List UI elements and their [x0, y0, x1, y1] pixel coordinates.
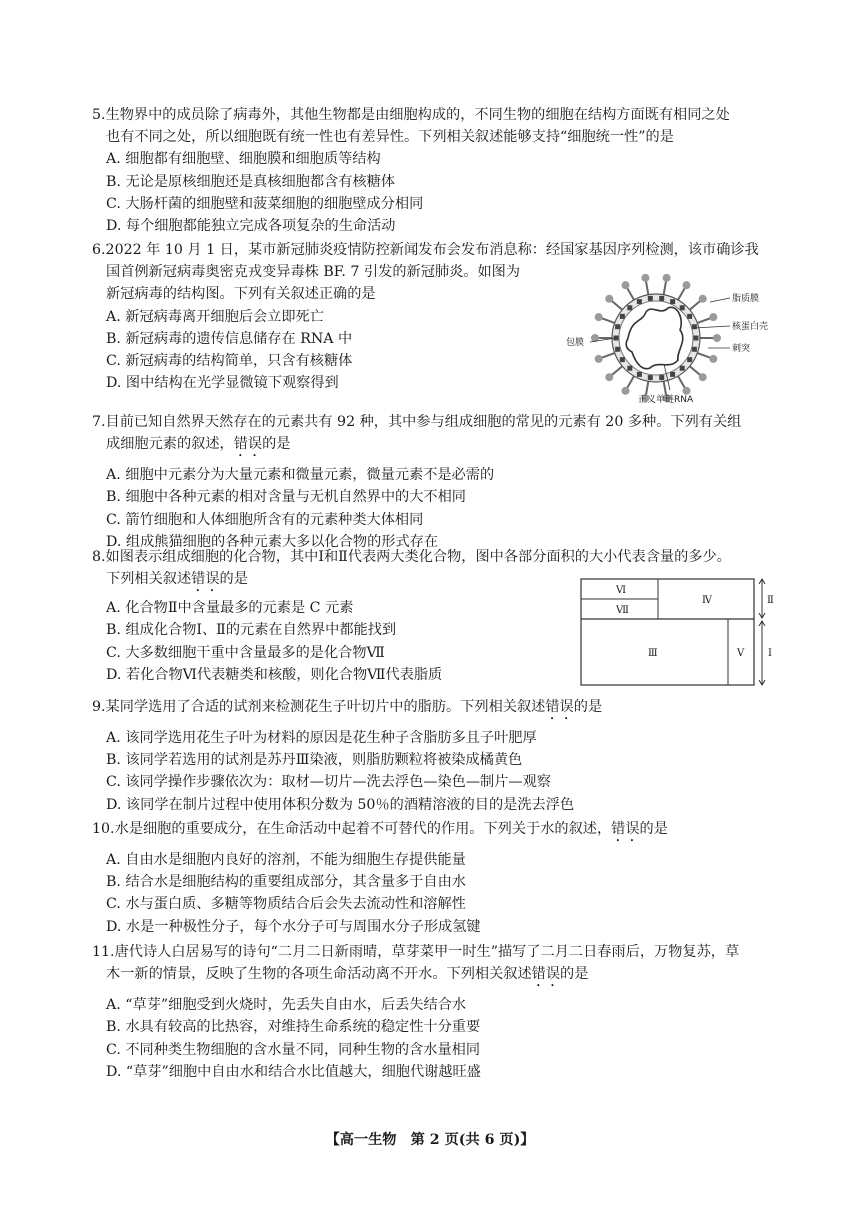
- q5-stem-line2: 也有不同之处，所以细胞既有统一性也有差异性。下列相关叙述能够支持“细胞统一性”的是: [106, 129, 674, 146]
- q10-stem-text: 10.水是细胞的重要成分，在生命活动中起着不可替代的作用。下列关于水的叙述，: [92, 821, 612, 837]
- q8-option-a: A. 化合物Ⅱ中含量最多的元素是 C 元素: [106, 600, 354, 617]
- capsid-bead: [692, 347, 697, 352]
- capsid-bead: [680, 366, 685, 371]
- q5-option-b: B. 无论是原核细胞还是真核细胞都含有核糖体: [106, 173, 396, 190]
- spike-stalk: [664, 381, 666, 395]
- coronavirus-structure-diagram: [560, 268, 800, 408]
- region-v: Ⅴ: [737, 648, 745, 659]
- label-capsid: 核蛋白壳: [732, 322, 769, 332]
- spike-head: [683, 281, 691, 289]
- question-7: [92, 411, 782, 553]
- q10-stem: [92, 818, 782, 845]
- bracket-i: Ⅰ: [768, 648, 772, 659]
- page-footer: 【高一生物 第 2 页(共 6 页)】: [325, 1132, 535, 1148]
- q11-stem-line2: [92, 963, 782, 990]
- q10-option-d: D. 水是一种极性分子，每个水分子可与周围水分子形成氢键: [106, 918, 481, 935]
- q10-option-c: C. 水与蛋白质、多糖等物质结合后会失去流动性和溶解性: [106, 896, 466, 913]
- spike-stalk: [612, 366, 623, 375]
- q9-stem: [92, 696, 782, 723]
- spike-stalk: [664, 281, 666, 295]
- q5-option-d: D. 每个细胞都能独立完成各项复杂的生命活动: [106, 218, 396, 235]
- q5-option-a: A. 细胞都有细胞壁、细胞膜和细胞质等结构: [106, 151, 381, 168]
- q10-emphasis-wrong: 错误: [611, 821, 640, 837]
- q7-option-c: C. 箭竹细胞和人体细胞所含有的元素种类大体相同: [106, 511, 424, 528]
- question-9: [92, 696, 782, 816]
- q9-stem-end: 的是: [573, 699, 603, 715]
- q7-option-a: A. 细胞中元素分为大量元素和微量元素，微量元素不是必需的: [106, 467, 495, 484]
- compound-area-diagram: [580, 578, 780, 686]
- spike-stalk: [627, 376, 634, 388]
- capsid-bead: [687, 314, 692, 319]
- q8-stem-line1: 8.如图表示组成细胞的化合物，其中Ⅰ和Ⅱ代表两大类化合物，图中各部分面积的大小代表含量的多少。: [92, 549, 731, 565]
- lipid-membrane: [619, 301, 693, 375]
- capsid-bead: [670, 299, 675, 304]
- region-iv: Ⅳ: [702, 595, 712, 606]
- capsid-bead: [620, 357, 625, 362]
- capsid-bead: [637, 372, 642, 377]
- bracket-ii: Ⅱ: [767, 595, 774, 606]
- spike-stalk: [646, 381, 648, 395]
- spike-stalk: [678, 288, 685, 300]
- q9-emphasis-wrong: 错误: [545, 699, 574, 715]
- capsid-bead: [627, 366, 632, 371]
- spike-head: [605, 373, 613, 381]
- capsid-bead: [694, 336, 699, 341]
- q6-option-a: A. 新冠病毒离开细胞后会立即死亡: [106, 308, 324, 325]
- label-spike: 刺突: [732, 344, 751, 354]
- capsid-bead: [659, 296, 664, 301]
- capsid-bead: [692, 324, 697, 329]
- q8-stem-end: 的是: [219, 571, 248, 588]
- region-vi: Ⅵ: [616, 585, 627, 596]
- q9-option-a: A. 该同学选用花生子叶为材料的原因是花生种子含脂肪多且子叶肥厚: [106, 730, 537, 746]
- q7-stem-end: 的是: [262, 436, 291, 453]
- spike-stalk: [678, 376, 685, 388]
- capsid-bead: [627, 305, 632, 310]
- label-lipid-membrane: 脂质膜: [732, 294, 760, 304]
- q5-option-c: C. 大肠杆菌的细胞壁和菠菜细胞的细胞壁成分相同: [106, 195, 424, 212]
- q11-emphasis-wrong: 错误: [531, 966, 561, 983]
- question-10: [92, 818, 782, 938]
- q8-option-c: C. 大多数细胞干重中含量最多的是化合物Ⅶ: [106, 644, 385, 661]
- q6-stem-line2: 国首例新冠病毒奥密克戎变异毒株 BF. 7 引发的新冠肺炎。如图为: [106, 264, 521, 281]
- q8-stem-text: 下列相关叙述: [106, 571, 192, 588]
- q9-stem-text: 9.某同学选用了合适的试剂来检测花生子叶切片中的脂肪。下列相关叙述: [92, 699, 546, 715]
- capsid-bead: [687, 357, 692, 362]
- spike-head: [713, 334, 721, 342]
- q7-stem-text: 成细胞元素的叙述，: [106, 436, 234, 453]
- q7-emphasis-wrong: 错误: [233, 436, 263, 453]
- q10-option-a: A. 自由水是细胞内良好的溶剂，不能为细胞生存提供能量: [106, 852, 466, 868]
- spike-head: [622, 281, 630, 289]
- q11-option-c: C. 不同种类生物细胞的含水量不同，同种生物的含水量相同: [106, 1041, 481, 1058]
- q11-option-b: B. 水具有较高的比热容，对维持生命系统的稳定性十分重要: [106, 1019, 481, 1036]
- q10-option-b: B. 结合水是细胞结构的重要组成部分，其含量多于自由水: [106, 874, 466, 891]
- spike-head: [641, 274, 649, 282]
- spike-stalk: [612, 301, 623, 310]
- capsid-bead: [615, 347, 620, 352]
- q6-stem-line3: 新冠病毒的结构图。下列有关叙述正确的是: [106, 286, 376, 303]
- capsid-bead: [648, 375, 653, 380]
- q11-stem-end: 的是: [560, 966, 589, 983]
- q11-option-d: D. “草芽”细胞中自由水和结合水比值越大，细胞代谢越旺盛: [106, 1063, 481, 1080]
- spike-stalk: [697, 353, 710, 358]
- spike-head: [683, 387, 691, 395]
- q10-stem-end: 的是: [639, 821, 668, 837]
- region-iii: Ⅲ: [648, 648, 658, 659]
- question-11: [92, 941, 782, 1083]
- capsid-bead: [615, 324, 620, 329]
- spike-head: [605, 295, 613, 303]
- label-envelope: 包膜: [566, 338, 585, 348]
- q8-emphasis-wrong: 错误: [191, 571, 220, 588]
- capsid-bead: [637, 299, 642, 304]
- q11-stem-text: 木一新的情景，反映了生物的各项生命活动离不开水。下列相关叙述: [106, 966, 532, 983]
- region-vii: Ⅶ: [616, 605, 629, 616]
- q7-stem-line2: [92, 433, 782, 460]
- q9-option-c: C. 该同学操作步骤依次为：取材—切片—洗去浮色—染色—制片—观察: [106, 774, 551, 791]
- q5-stem-line1: 5.生物界中的成员除了病毒外，其他生物都是由细胞构成的，不同生物的细胞在结构方面既有相同之处: [92, 107, 730, 123]
- q7-option-d: D. 组成熊猫细胞的各种元素大多以化合物的形式存在: [106, 533, 439, 550]
- q9-option-d: D. 该同学在制片过程中使用体积分数为 50％的酒精溶液的目的是洗去浮色: [106, 796, 575, 813]
- capsid-bead: [659, 375, 664, 380]
- spike-stalk: [690, 301, 701, 310]
- q7-stem-line1: 7.目前已知自然界天然存在的元素共有 92 种，其中参与组成细胞的常见的元素有 20 多种。下列有关组: [92, 414, 742, 430]
- q6-option-d: D. 图中结构在光学显微镜下观察得到: [106, 375, 339, 392]
- capsid-bead: [680, 305, 685, 310]
- capsid-bead: [648, 296, 653, 301]
- q11-option-a: A. “草芽”细胞受到火烧时，先丢失自由水，后丢失结合水: [106, 997, 467, 1014]
- q6-option-c: C. 新冠病毒的结构简单，只含有核糖体: [106, 353, 353, 370]
- spike-stalk: [627, 288, 634, 300]
- spike-stalk: [601, 353, 614, 358]
- q11-stem-line1: 11.唐代诗人白居易写的诗句“二月二日新雨晴，草芽菜甲一时生”描写了二月二日春雨后，万物复苏，草: [92, 944, 740, 960]
- q8-option-d: D. 若化合物Ⅵ代表糖类和核酸，则化合物Ⅶ代表脂质: [106, 666, 443, 683]
- spike-head: [709, 355, 717, 363]
- q6-option-b: B. 新冠病毒的遗传信息储存在 RNA 中: [106, 330, 353, 347]
- capsid-bead: [670, 372, 675, 377]
- q9-option-b: B. 该同学若选用的试剂是苏丹Ⅲ染液，则脂肪颗粒将被染成橘黄色: [106, 752, 523, 769]
- spike-head: [699, 295, 707, 303]
- q7-option-b: B. 细胞中各种元素的相对含量与无机自然界中的大不相同: [106, 489, 466, 506]
- q8-option-b: B. 组成化合物Ⅰ、Ⅱ的元素在自然界中都能找到: [106, 622, 397, 639]
- spike-stalk: [646, 281, 648, 295]
- label-rna: 正义单链RNA: [638, 395, 694, 405]
- capsid-bead: [620, 314, 625, 319]
- spike-head: [622, 387, 630, 395]
- spike-head: [709, 313, 717, 321]
- question-5: [92, 104, 782, 237]
- spike-stalk: [690, 366, 701, 375]
- spike-stalk: [601, 318, 614, 323]
- spike-stalk: [697, 318, 710, 323]
- spike-head: [595, 355, 603, 363]
- q6-stem-line1: 6.2022 年 10 月 1 日，某市新冠肺炎疫情防控新闻发布会发布消息称：经国家基因序列检测，该市确诊我: [92, 242, 759, 258]
- spike-head: [595, 313, 603, 321]
- spike-head: [699, 373, 707, 381]
- spike-head: [663, 274, 671, 282]
